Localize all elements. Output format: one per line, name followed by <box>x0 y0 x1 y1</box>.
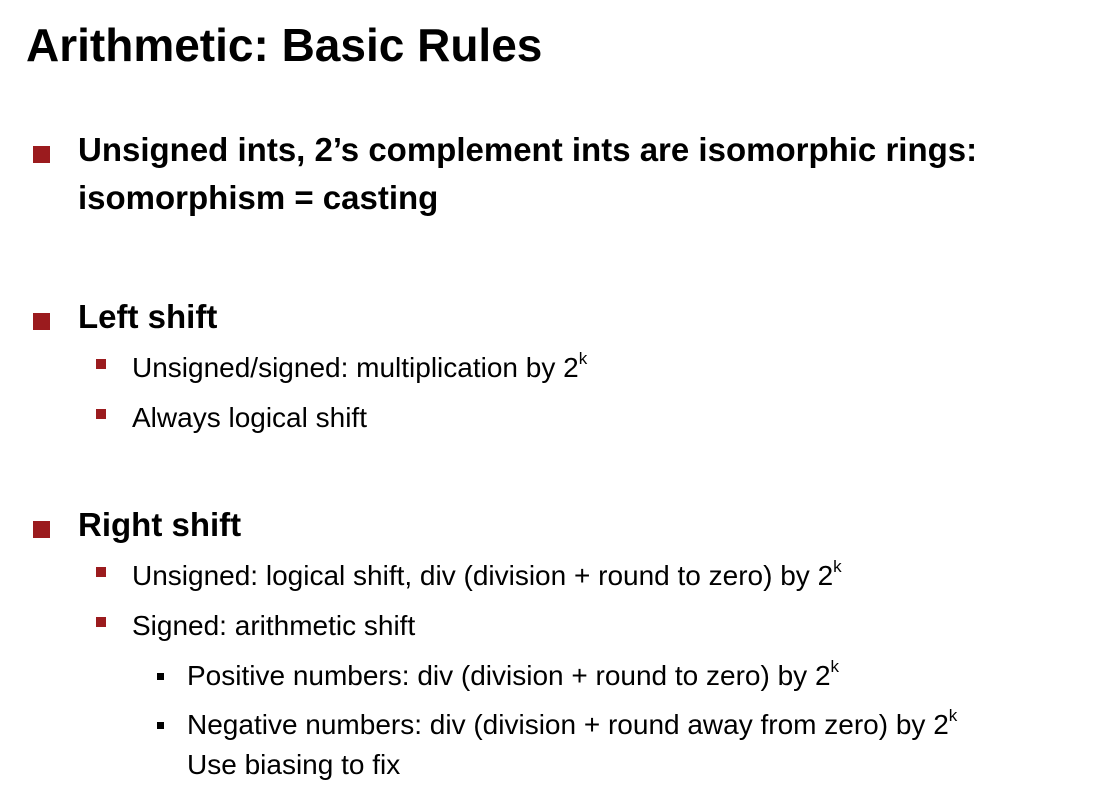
sub-sub-bullet-1-text: Positive numbers: div (division + round to zero) by 2 <box>187 660 831 691</box>
sub-sub-bullet-marker-1 <box>157 673 164 680</box>
exponent-k: k <box>830 657 840 676</box>
bullet-2-text: Left shift <box>78 298 218 335</box>
sub-bullet-2-1-text: Unsigned/signed: multiplication by 2 <box>132 352 579 383</box>
sub-bullet-3-1 <box>132 556 842 596</box>
exponent-k: k <box>578 349 588 368</box>
sub-bullet-marker-2-2 <box>96 409 106 419</box>
sub-bullet-marker-3-1 <box>96 567 106 577</box>
bullet-1-line-1: Unsigned ints, 2’s complement ints are isomorphic rings: <box>78 131 978 168</box>
bullet-3-text: Right shift <box>78 506 242 543</box>
exponent-k: k <box>948 706 958 725</box>
sub-sub-bullet-2-text: Negative numbers: div (division + round away from zero) by 2 <box>187 709 949 740</box>
bullet-marker-3 <box>33 521 50 538</box>
exponent-k: k <box>833 557 842 576</box>
bullet-marker-2 <box>33 313 50 330</box>
bullet-marker-1 <box>33 146 50 163</box>
sub-bullet-marker-3-2 <box>96 617 106 627</box>
sub-bullet-marker-2-1 <box>96 359 106 369</box>
sub-bullet-2-2: Always logical shift <box>132 402 367 433</box>
sub-bullet-3-2: Signed: arithmetic shift <box>132 610 416 641</box>
sub-sub-bullet-2 <box>187 705 957 745</box>
slide-title: Arithmetic: Basic Rules <box>26 19 543 71</box>
bullet-1-line-2: isomorphism = casting <box>78 179 439 216</box>
sub-bullet-2-1 <box>132 348 587 388</box>
sub-bullet-3-1-text: Unsigned: logical shift, div (division + round to zero) by 2 <box>132 560 834 591</box>
sub-sub-bullet-1 <box>187 656 839 696</box>
sub-sub-bullet-marker-2 <box>157 722 164 729</box>
sub-sub-bullet-2-line-2: Use biasing to fix <box>187 749 401 780</box>
